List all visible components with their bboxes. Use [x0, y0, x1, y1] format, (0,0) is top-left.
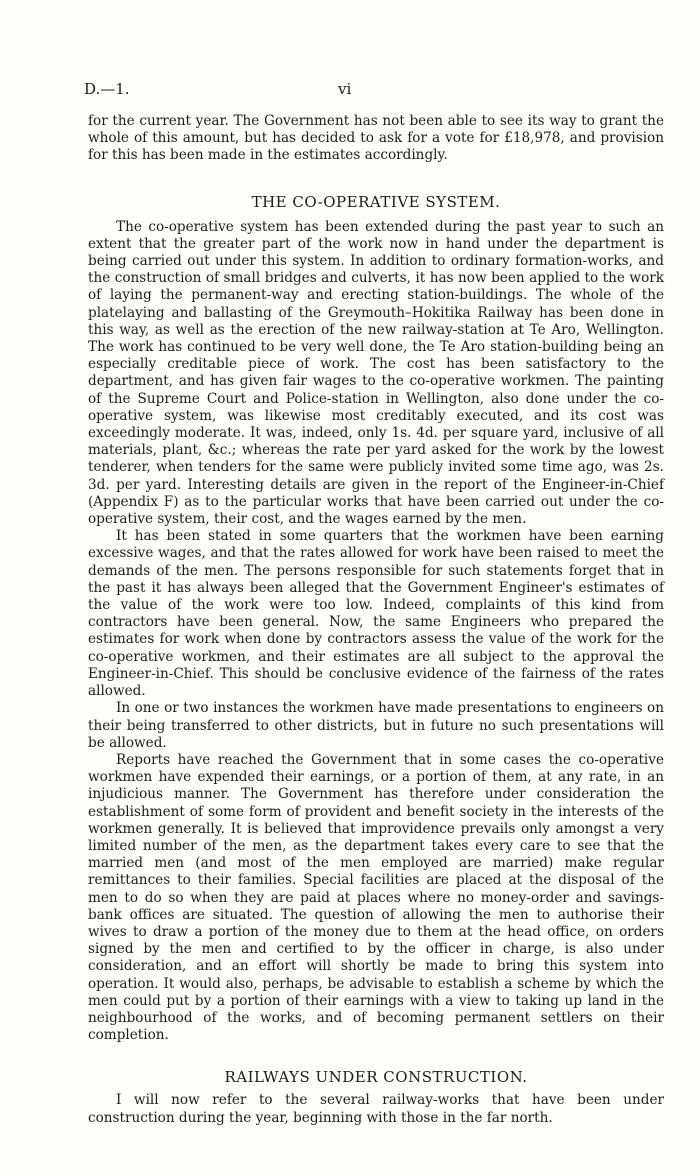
page-number: vi: [338, 80, 352, 98]
paragraph: Reports have reached the Government that in some cases the co-operative workmen have expended their earnings, or a portion of them, at any rate, in an injudicious manner. The Government has therefore under consideration the establishment of some form of provident and benefit society in the interests of the workmen generally. It is believed that improvidence prevails only amongst a very limited number of the men, as the department takes every care to see that the married men (and most of the men employed are married) make regular remittances to their families. Special facilities are placed at the disposal of the men to do so when they are paid at places where no money-order and savings-bank offices are situated. The question of allowing the men to authorise their wives to draw a portion of the money due to them at the head office, on orders signed by the men and certified to by the officer in charge, is also under consideration, and an effort will shortly be made to bring this system into operation. It would also, perhaps, be advisable to establish a scheme by which the men could put by a portion of their earnings with a view to taking up land in the neighbourhood of the works, and of becoming permanent settlers on their completion.: [88, 751, 664, 1044]
paragraph: The co-operative system has been extended during the past year to such an extent that the greater part of the work now in hand under the department is being carried out under this system. In addition to ordinary formation-works, and the construction of small bridges and culverts, it has now been applied to the work of laying the permanent-way and erecting station-buildings. The whole of the platelaying and ballasting of the Greymouth–Hokitika Railway has been done in this way, as well as the erection of the new railway-station at Te Aro, Wellington. The work has continued to be very well done, the Te Aro station-building being an especially creditable piece of work. The cost has been satisfactory to the department, and has given fair wages to the co-operative workmen. The painting of the Supreme Court and Police-station in Wellington, also done under the co-operative system, was likewise most creditably executed, and its cost was exceedingly moderate. It was, indeed, only 1s. 4d. per square yard, inclusive of all materials, plant, &c.; whereas the rate per yard asked for the work by the lowest tenderer, when tenders for the same were publicly invited some time ago, was 2s. 3d. per yard. Interesting details are given in the report of the Engineer-in-Chief (Appendix F) as to the particular works that have been carried out under the co-operative system, their cost, and the wages earned by the men.: [88, 218, 664, 528]
page-header: [0, 80, 700, 100]
document-reference: D.—1.: [84, 80, 130, 98]
section-heading-co-operative-system: THE CO-OPERATIVE SYSTEM.: [251, 192, 501, 211]
intro-paragraph: for the current year. The Government has not been able to see its way to grant the whole of this amount, but has decided to ask for a vote for £18,978, and provision for this has been made in the estimates accordingly.: [88, 113, 664, 164]
paragraph: It has been stated in some quarters that the workmen have been earning excessive wages, and that the rates allowed for work have been raised to meet the demands of the men. The persons responsible for such statements forget that in the past it has always been alleged that the Government Engineer's estimates of the value of the work were too low. Indeed, complaints of this kind from contractors have been general. Now, the same Engineers who prepared the estimates for work when done by contractors assess the value of the work for the co-operative workmen, and their estimates are all subject to the approval the Engineer-in-Chief. This should be conclusive evidence of the fairness of the rates allowed.: [88, 528, 664, 700]
paragraph: In one or two instances the workmen have made presentations to engineers on their being transferred to other districts, but in future no such presentations will be allowed.: [88, 700, 664, 751]
section-heading-railways-under-construction: RAILWAYS UNDER CONSTRUCTION.: [224, 1068, 528, 1087]
document-body: [88, 113, 664, 1127]
paragraph: I will now refer to the several railway-works that have been under construction during the year, beginning with those in the far north.: [88, 1092, 664, 1126]
